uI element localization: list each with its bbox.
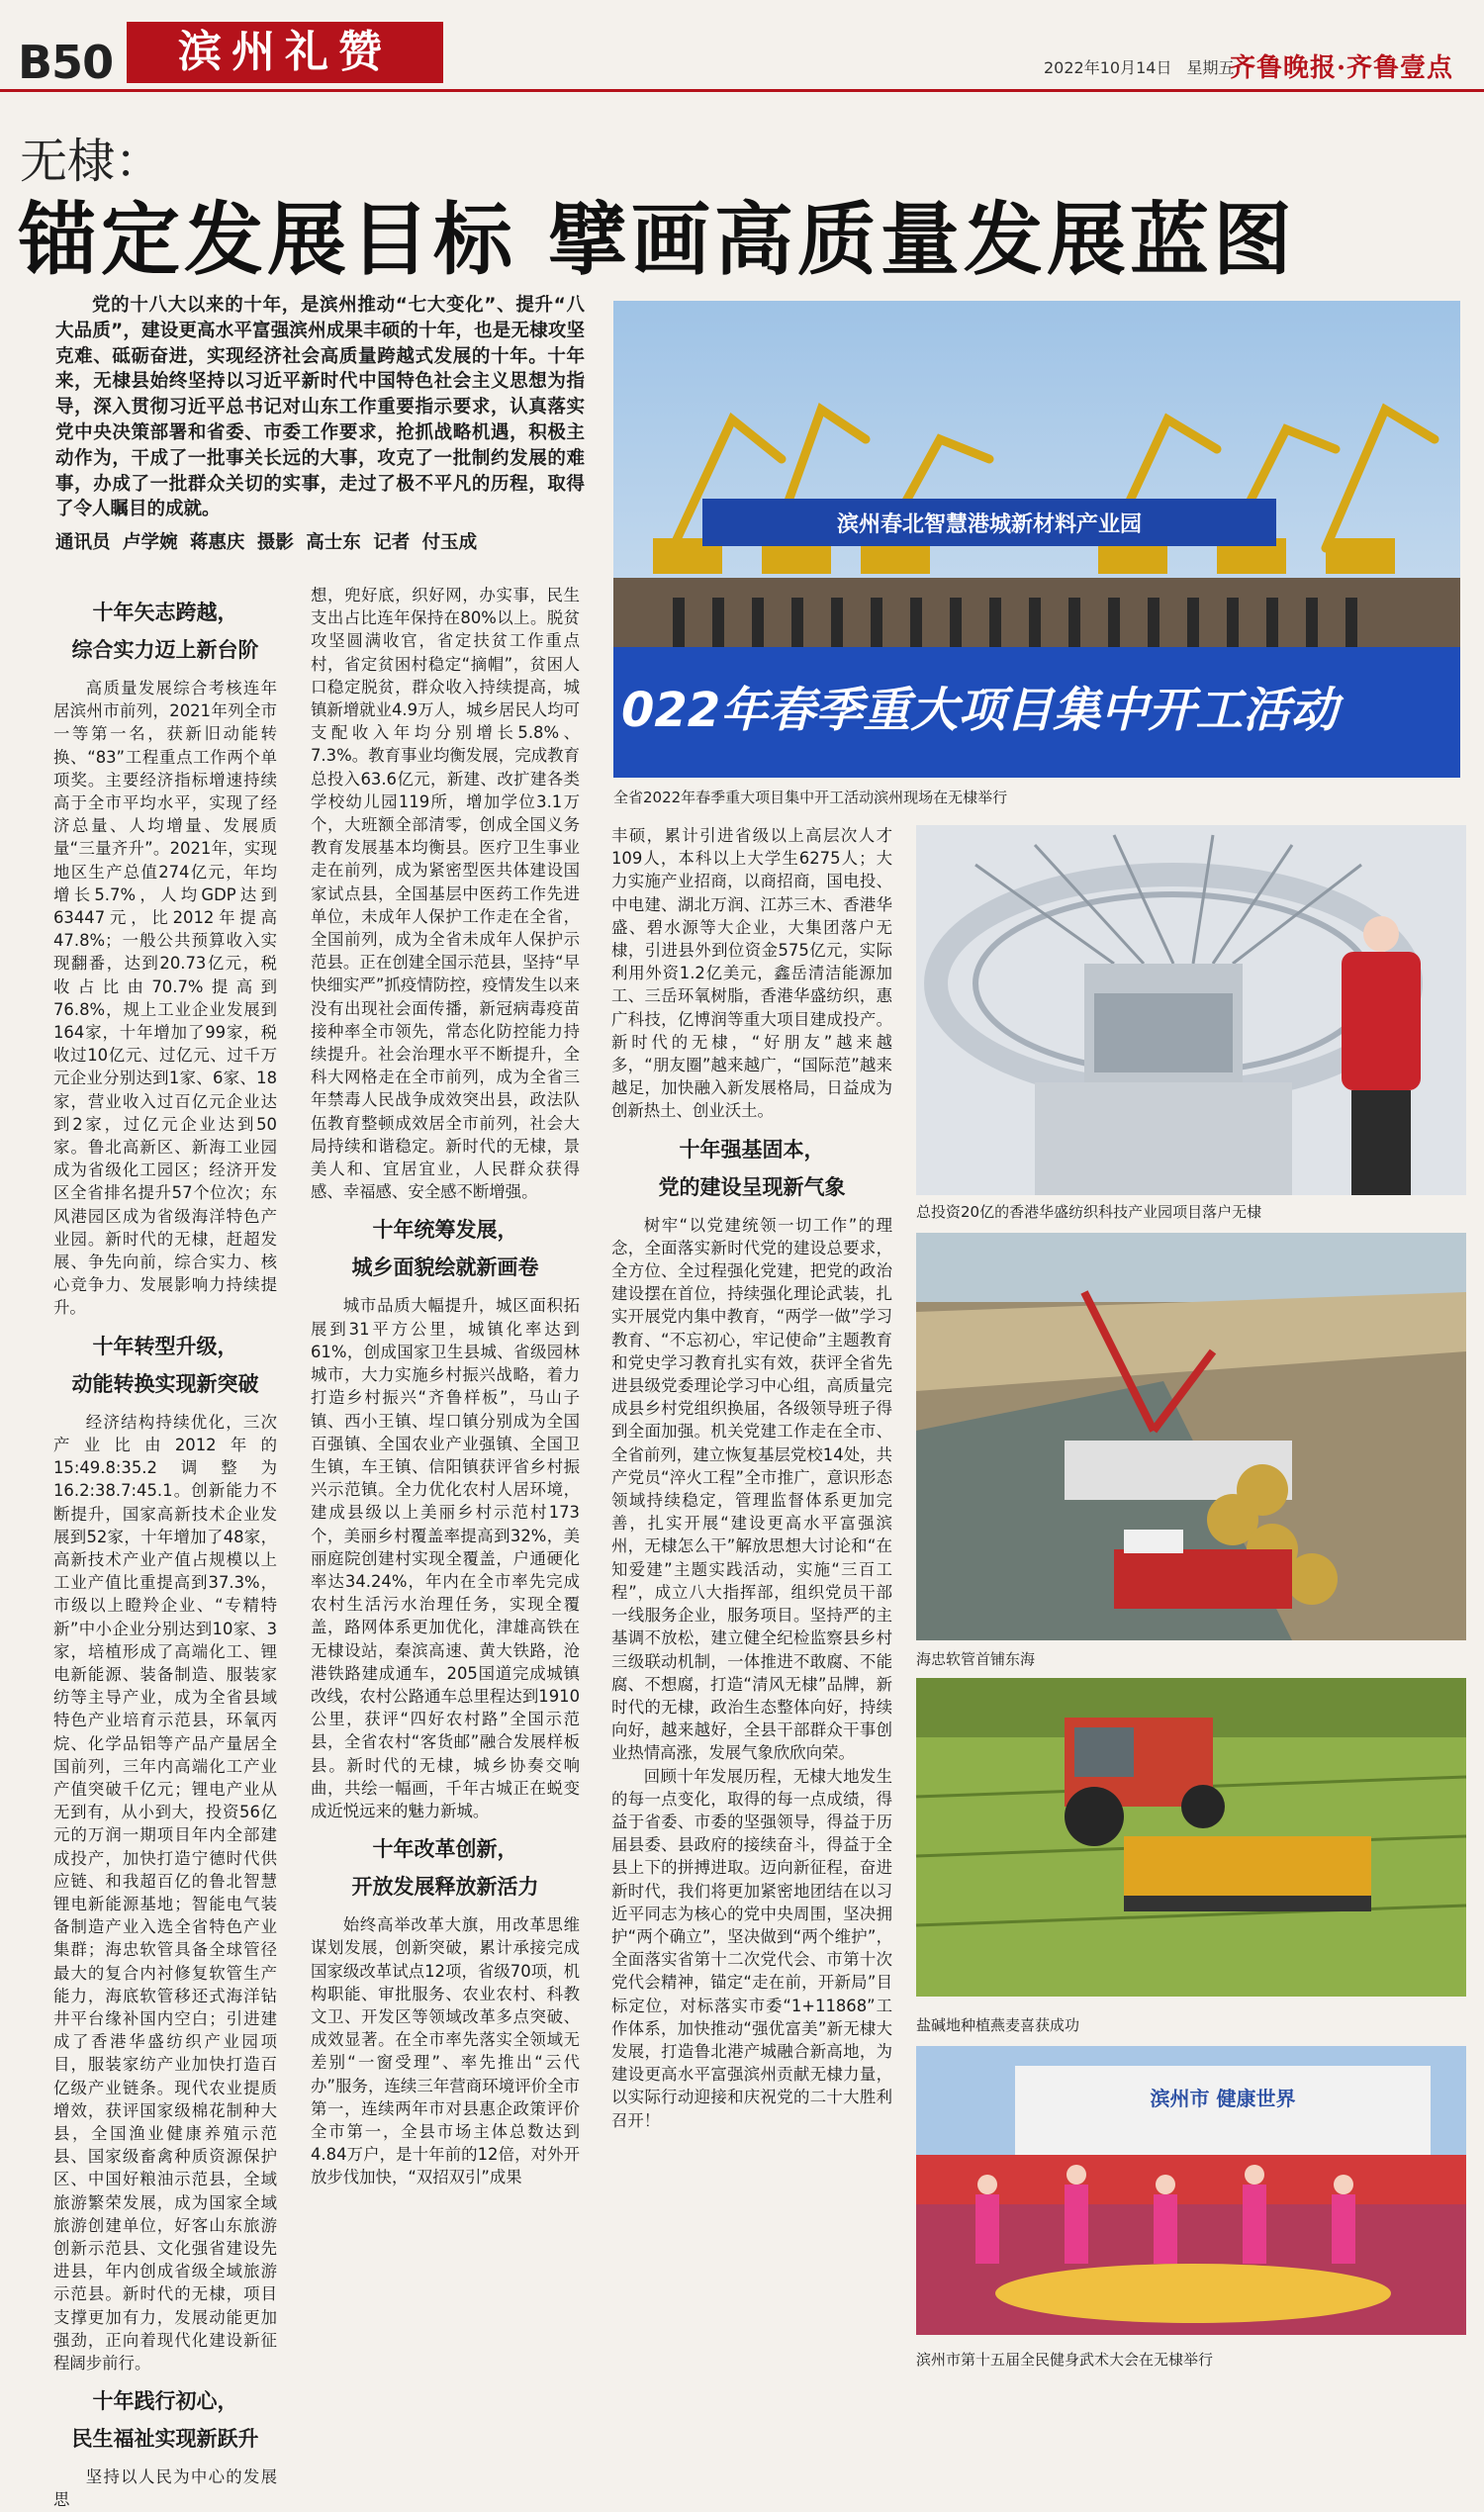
body-paragraph: 经济结构持续优化，三次产业比由2012年的15:49.8:35.2调整为16.2:38.7:45.1。创新能力不断提升，国家高新技术企业发展到52家，十年增加了48家，高新技术产业产值占规模以上工业产值比重提高到37.3%，市级以上瞪羚企业、“专精特新”中小企业分别达到10家、3家，培植形成了高端化工、锂电新能源、装备制造、服装家纺等主导产业，成为全省县域特色产业培育示范县，环氧丙烷、化学品铝等产品产量居全国前列，三年内高端化工产业产值突破千亿元；锂电产业从无到有，从小到大，投资56亿元的万润一期项目年内全部建成投产，加快打造宁德时代供应链、和我超百亿的鲁北智慧锂电新能源基地；智能电气装备制造产业入选全省特色产业集群；海忠软管具备全球管径最大的复合内衬修复软管生产能力，海底软管移还式海洋钻井平台缘补国内空白；引进建成了香港华盛纺织产业园项目，服装家纺产业加快打造百亿级产业链条。现代农业提质增效，获评国家级棉花制种大县，全国渔业健康养殖示范县、国家级畜禽种质资源保护区、中国好粮油示范县，全域旅游繁荣发展，成为国家全域旅游创建单位，好客山东旅游创新示范县、文化强省建设先进县，年内创成省级全域旅游示范县。新时代的无棣，项目支撑更加有力，发展动能更加强劲，正向着现代化建设新征程阔步前行。	[53, 1412, 277, 2373]
photo-caption: 海忠软管首铺东海	[916, 1650, 1036, 1668]
body-paragraph: 回顾十年发展历程，无棣大地发生的每一点变化，取得的每一点成绩，得益于省委、市委的坚强领导，得益于历届县委、县政府的接续奋斗，得益于全县上下的拼搏进取。迈向新征程，奋进新时代，我们将更加紧密地团结在以习近平同志为核心的党中央周围，坚决拥护“两个确立”，坚决做到“两个维护”，全面落实省第十二次党代会、市第十次党代会精神，锚定“走在前，开新局”目标定位，对标落实市委“1+11868”工作体系，加快推动“强优富美”新无棣大发展，打造鲁北港产城融合新高地，为建设更高水平富强滨州贡献无棣力量，以实际行动迎接和庆祝党的二十大胜利召开！	[611, 1766, 892, 2130]
paper-logo: 齐鲁晚报·齐鲁壹点	[1230, 53, 1454, 83]
photo-hose-laying	[916, 1233, 1466, 1640]
photo-project-launch	[613, 301, 1460, 778]
section-heading-line: 十年强基固本，	[679, 1137, 825, 1162]
article-lead	[55, 293, 585, 522]
section-heading-line: 城乡面貌绘就新画卷	[351, 1256, 539, 1280]
section-heading-line: 动能转换实现新突破	[71, 1371, 259, 1396]
launch-banner-text: 022年春季重大项目集中开工活动	[621, 683, 1339, 738]
article-column-1	[53, 586, 277, 2510]
section-heading	[611, 1131, 892, 1206]
section-heading-line: 十年践行初心，	[92, 2389, 238, 2414]
article-headline: 锚定发展目标 擘画高质量发展蓝图	[18, 193, 1296, 286]
section-heading	[311, 1211, 580, 1286]
section-heading	[53, 1328, 277, 1403]
body-paragraph: 树牢“以党建统领一切工作”的理念，全面落实新时代党的建设总要求，全方位、全过程强化党建，把党的政治建设摆在首位，持续强化理论武装，扎实开展党内集中教育，“两学一做”学习教育、“不忘初心，牢记使命”主题教育和党史学习教育扎实有效，获评全省先进县级党委理论学习中心组，高质量完成县乡村党组织换届，各级领导班子得到全面加强。机关党建工作走在全市、全省前列，建立恢复基层党校14处，共产党员“淬火工程”全市推广，意识形态领域持续稳定，管理监督体系更加完善，扎实开展“建设更高水平富强滨州，无棣怎么干”解放思想大讨论和“在知爱建”主题实践活动，实施“三百工程”，成立八大指挥部，组织党员干部一线服务企业，服务项目。坚持严的主基调不放松，建立健全纪检监察县乡村三级联动机制，一体推进不敢腐、不能腐、不想腐，打造“清风无棣”品牌，新时代的无棣，政治生态整体向好，持续向好，越来越好，全县干部群众干事创业热情高涨，发展气象欣欣向荣。	[611, 1215, 892, 1763]
issue-date: 2022年10月14日	[1044, 58, 1172, 77]
section-heading-line: 十年改革创新，	[372, 1837, 518, 1862]
section-heading-line: 十年转型升级，	[92, 1334, 238, 1358]
body-paragraph: 高质量发展综合考核连年居滨州市前列，2021年列全市一等第一名，获新旧动能转换、“83”工程重点工作两个单项奖。主要经济指标增速持续高于全市平均水平，实现了经济总量、人均增量、发展质量“三量齐升”。2021年，实现地区生产总值274亿元，年均增长5.7%，人均GDP达到63447元，比2012年提高47.8%；一般公共预算收入实现翻番，达到20.73亿元，税收占比由70.7%提高到76.8%，规上工业企业发展到164家，十年增加了99家，税收过10亿元、过亿元、过千万元企业分别达到1家、6家、18家，营业收入过百亿元企业达到2家，过亿元企业达到50家。鲁北高新区、新海工业园成为省级化工园区；经济开发区全省排名提升57个位次；东风港园区成为省级海洋特色产业园。新时代的无棣，赶超发展、争先向前，综合实力、核心竞争力、发展影响力持续提升。	[53, 679, 277, 1318]
photo-oat-harvest	[916, 1678, 1466, 1997]
body-paragraph: 丰硕，累计引进省级以上高层次人才109人，本科以上大学生6275人；大力实施产业招商，以商招商，国电投、中电建、湖北万润、江苏三木、香港华盛、碧水源等大企业，大集团落户无棣，引进县外到位资金575亿元，实际利用外资1.2亿美元，鑫岳清洁能源加工、三岳环氧树脂，香港华盛纺织，惠广科技，亿博润等重大项目建成投产。新时代的无棣，“好朋友”越来越多，“朋友圈”越来越广，“国际范”越来越足，加快融入新发展格局，日益成为创新热土、创业沃土。	[611, 826, 892, 1121]
photo-caption: 盐碱地种植燕麦喜获成功	[916, 2016, 1080, 2034]
body-paragraph: 坚持以人民为中心的发展思	[53, 2467, 277, 2510]
section-heading-line: 开放发展释放新活力	[351, 1875, 539, 1900]
section-heading	[311, 1830, 580, 1906]
venue-sign-text: 滨州市 健康世界	[1150, 2087, 1296, 2110]
photo-caption: 总投资20亿的香港华盛纺织科技产业园项目落户无棣	[916, 1203, 1262, 1221]
article-column-3	[611, 824, 892, 2372]
section-heading-line: 综合实力迈上新台阶	[71, 638, 259, 662]
photo-caption: 滨州市第十五届全民健身武术大会在无棣举行	[916, 2351, 1214, 2369]
page-number: B50	[18, 36, 114, 89]
section-heading-line: 民生福祉实现新跃升	[71, 2427, 259, 2452]
article-kicker: 无棣：	[20, 134, 163, 189]
section-heading-line: 十年统筹发展，	[372, 1218, 518, 1243]
body-paragraph: 想，兜好底，织好网，办实事，民生支出占比连年保持在80%以上。脱贫攻坚圆满收官，省定扶贫工作重点村，省定贫困村稳定“摘帽”，贫困人口稳定脱贫，群众收入持续提高，城镇新增就业4.9万人，城乡居民人均可支配收入年均分别增长5.8%、7.3%。教育事业均衡发展，完成教育总投入63.6亿元，新建、改扩建各类学校幼儿园119所，增加学位3.1万个，大班额全部清零，创成全国义务教育发展基本均衡县。医疗卫生事业走在前列，成为紧密型医共体建设国家试点县，全国基层中医药工作先进单位，未成年人保护工作走在全省，全国前列，成为全省未成年人保护示范县。正在创建全国示范县，坚持“早快细实严”抓疫情防控，疫情发生以来没有出现社会面传播，新冠病毒疫苗接种率全市领先，常态化防控能力持续提升。社会治理水平不断提升，全科大网格走在全市前列，成为全省三年禁毒人民战争成效突出县，政法队伍教育整顿成效居全市前列，社会大局持续和谐稳定。新时代的无棣，景美人和、宜居宜业，人民群众获得感、幸福感、安全感不断增强。	[311, 586, 580, 1202]
section-heading	[53, 2382, 277, 2458]
article-column-2	[311, 584, 580, 2372]
section-heading-line: 党的建设呈现新气象	[658, 1174, 846, 1199]
construction-board-text: 滨州春北智慧港城新材料产业园	[836, 512, 1143, 537]
photo-martial-arts	[916, 2046, 1466, 2335]
body-paragraph: 城市品质大幅提升，城区面积拓展到31平方公里，城镇化率达到61%，创成国家卫生县城、省级园林城市，大力实施乡村振兴战略，着力打造乡村振兴“齐鲁样板”，马山子镇、西小王镇、埕口镇分别成为全国百强镇、全国农业产业强镇、全国卫生镇，车王镇、信阳镇获评省乡村振兴示范镇。全力优化农村人居环境，建成县级以上美丽乡村示范村173个，美丽乡村覆盖率提高到32%，美丽庭院创建村实现全覆盖，户通硬化率达34.24%，年内在全市率先完成农村生活污水治理任务，实现全覆盖，路网体系更加优化，津雄高铁在无棣设站，秦滨高速、黄大铁路，沧港铁路建成通车，205国道完成城镇改线，农村公路通车总里程达到1910公里，获评“四好农村路”全国示范县，全省农村“客货邮”融合发展样板县。新时代的无棣，城乡协奏交响曲，共绘一幅画，千年古城正在蜕变成近悦远来的魅力新城。	[311, 1296, 580, 1820]
article-byline: 通讯员 卢学婉 蒋惠庆 摄影 高士东 记者 付玉成	[55, 532, 478, 553]
lead-paragraph: 党的十八大以来的十年，是滨州推动“七大变化”、提升“八大品质”，建设更高水平富强滨州成果丰硕的十年，也是无棣攻坚克难、砥砺奋进，实现经济社会高质量跨越式发展的十年。十年来，无棣县始终坚持以习近平新时代中国特色社会主义思想为指导，深入贯彻习近平总书记对山东工作重要指示要求，认真落实党中央决策部署和省委、市委工作要求，抢抓战略机遇，积极主动作为，干成了一批事关长远的大事，攻克了一批制约发展的难事，办成了一批群众关切的实事，走过了极不平凡的历程，取得了令人瞩目的成就。	[55, 295, 585, 520]
column-name: 滨州礼赞	[127, 22, 443, 83]
masthead	[0, 0, 1484, 92]
section-heading	[53, 594, 277, 669]
photo-textile-park	[916, 825, 1466, 1195]
body-paragraph: 始终高举改革大旗，用改革思维谋划发展，创新突破，累计承接完成国家级改革试点12项，省级70项，机构职能、审批服务、农业农村、科教文卫、开发区等领域改革多点突破、成效显著。在全市率先落实全领域无差别“一窗受理”、率先推出“云代办”服务，连续三年营商环境评价全市第一，连续两年市对县惠企政策评价全市第一，全县市场主体总数达到4.84万户，是十年前的12倍，对外开放步伐加快，“双招双引”成果	[311, 1915, 580, 2187]
section-heading-line: 十年矢志跨越，	[92, 601, 238, 624]
issue-weekday: 星期五	[1186, 58, 1235, 77]
photo-caption: 全省2022年春季重大项目集中开工活动滨州现场在无棣举行	[613, 789, 1008, 806]
issue-date-line	[1044, 55, 1235, 78]
